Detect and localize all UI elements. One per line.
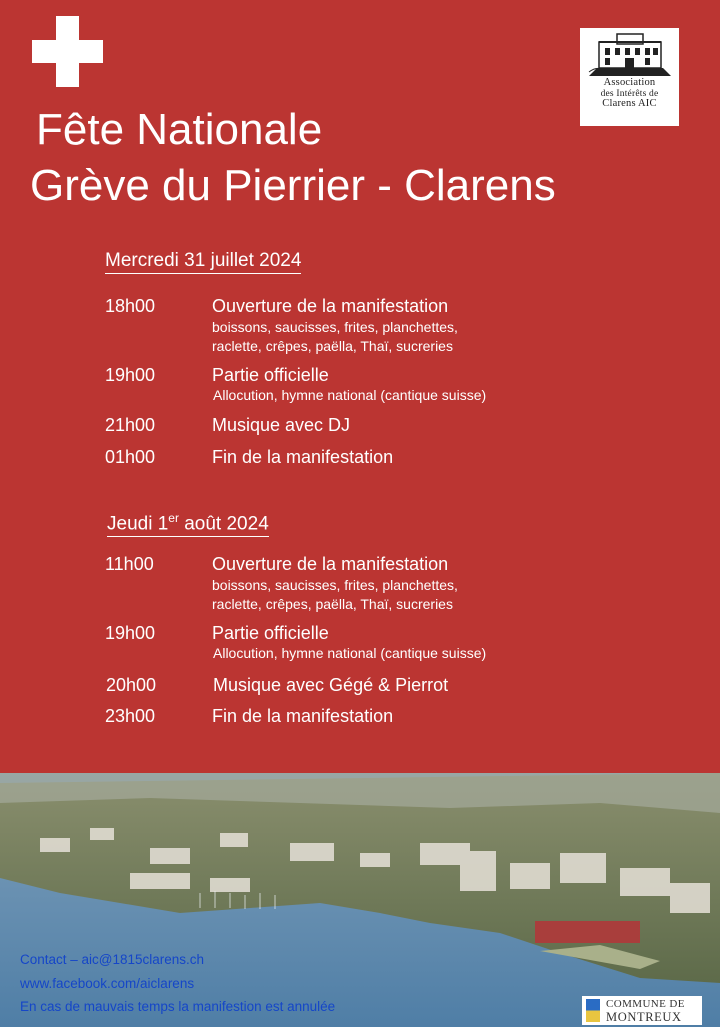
contact-email: Contact – aic@1815clarens.ch xyxy=(20,952,205,967)
day-2-date xyxy=(107,507,269,537)
event-time: 01h00 xyxy=(105,447,156,467)
event-label: Ouverture de la manifestation xyxy=(212,296,449,316)
event-detail: boissons, saucisses, frites, planchettes, xyxy=(212,577,458,593)
event-detail: raclette, crêpes, paëlla, Thaï, sucreries xyxy=(212,596,453,612)
montreux-line-2: MONTREUX xyxy=(606,1010,682,1024)
event-label: Fin de la manifestation xyxy=(212,706,394,726)
event-time: 23h00 xyxy=(105,706,156,726)
event-label: Ouverture de la manifestation xyxy=(212,554,449,574)
logo-line-1: Association xyxy=(603,77,656,88)
event-detail: Allocution, hymne national (cantique suisse) xyxy=(213,645,487,661)
title-line-1: Fête Nationale xyxy=(36,105,323,154)
event-time: 21h00 xyxy=(105,415,156,435)
event-time: 19h00 xyxy=(105,623,156,643)
event-time: 20h00 xyxy=(106,675,157,695)
day-2-date-prefix: Jeudi 1 xyxy=(107,513,169,535)
event-detail: raclette, crêpes, paëlla, Thaï, sucreries xyxy=(212,338,453,354)
aic-logo xyxy=(580,28,679,126)
montreux-logo xyxy=(582,996,702,1025)
weather-note: En cas de mauvais temps la manifestion est annulée xyxy=(20,999,336,1014)
logo-line-3: Clarens AIC xyxy=(602,98,657,109)
event-time: 11h00 xyxy=(105,554,154,574)
day-2-date-sup: er xyxy=(168,511,179,525)
day-2-date-suffix: août 2024 xyxy=(178,513,269,535)
title-line-2: Grève du Pierrier - Clarens xyxy=(30,161,556,210)
event-detail: boissons, saucisses, frites, planchettes, xyxy=(212,319,458,335)
logo-line-2: des Intérêts de xyxy=(600,88,659,99)
facebook-link[interactable]: www.facebook.com/aiclarens xyxy=(20,976,195,991)
event-label: Partie officielle xyxy=(212,365,329,385)
castle-building-icon xyxy=(587,32,673,78)
event-detail: Allocution, hymne national (cantique suisse) xyxy=(213,387,487,403)
swiss-cross-icon xyxy=(32,16,103,87)
event-label: Fin de la manifestation xyxy=(212,447,394,467)
event-label: Musique avec DJ xyxy=(212,415,351,435)
event-time: 18h00 xyxy=(105,296,156,316)
montreux-line-1: COMMUNE DE xyxy=(606,998,685,1010)
event-time: 19h00 xyxy=(105,365,156,385)
montreux-flag-icon xyxy=(586,999,600,1022)
day-1-date: Mercredi 31 juillet 2024 xyxy=(105,250,301,274)
event-label: Musique avec Gégé & Pierrot xyxy=(213,675,449,695)
event-label: Partie officielle xyxy=(212,623,329,643)
